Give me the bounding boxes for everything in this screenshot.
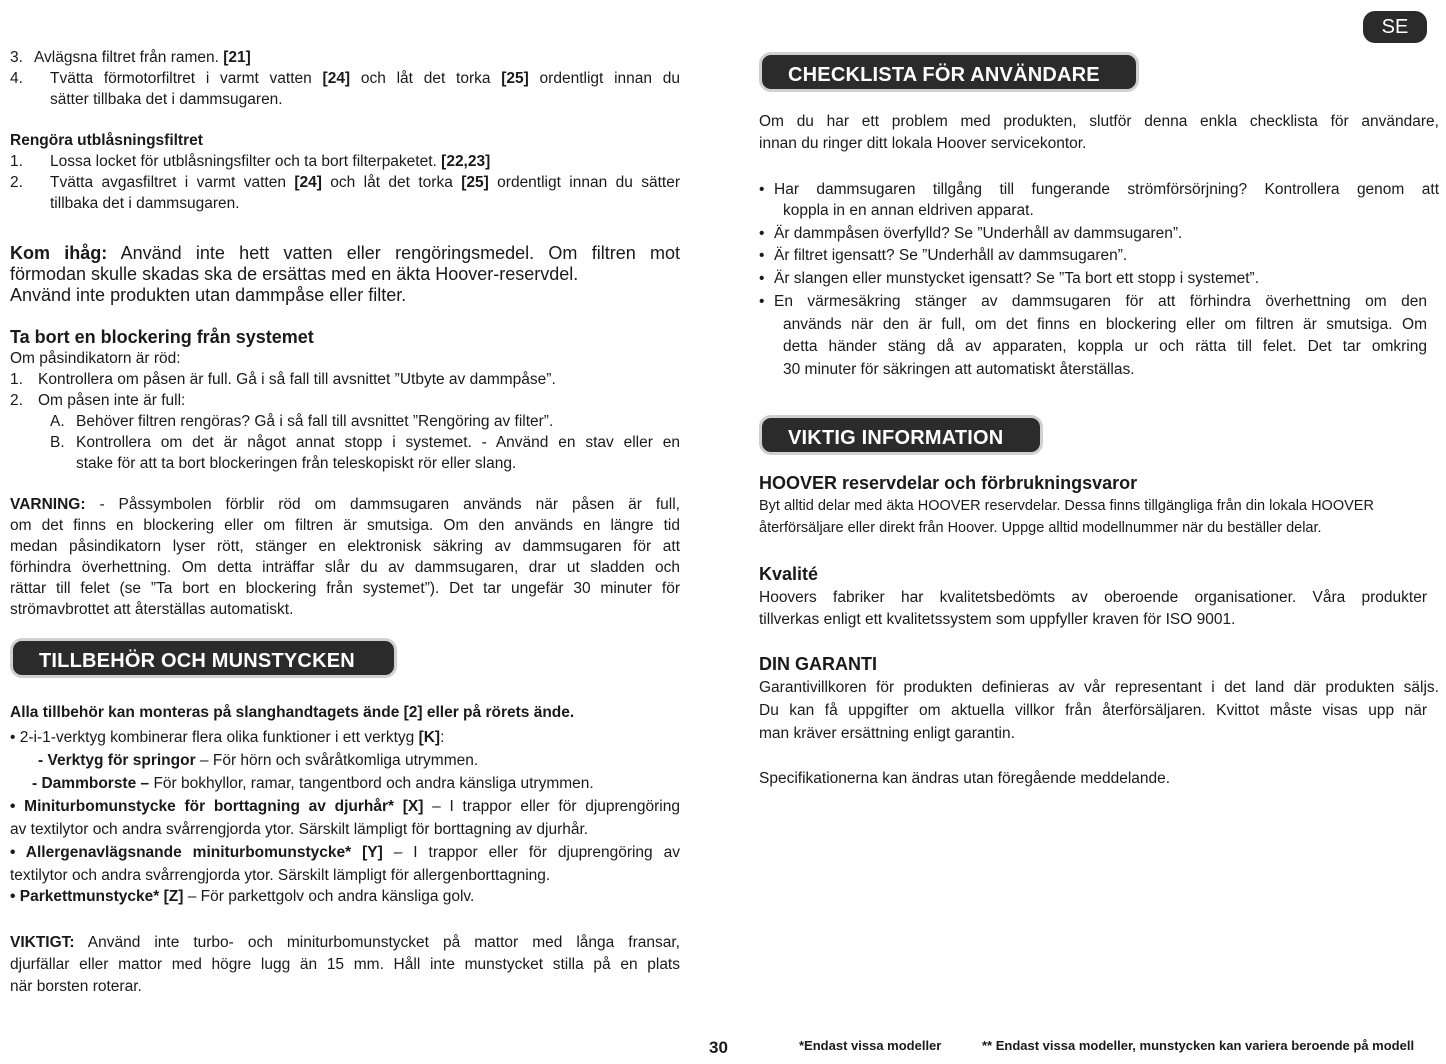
item-text: – För parkettgolv och andra känsliga golv. — [183, 888, 475, 905]
figure-ref: [22,23] — [441, 153, 491, 170]
blockage-heading: Ta bort en blockering från systemet — [10, 327, 314, 347]
warning-lead: VARNING: — [10, 496, 86, 513]
spec-note: Specifikationerna kan ändras utan föregående meddelande. — [759, 770, 1171, 787]
figure-ref: [24] — [322, 70, 351, 87]
item-lead: - Verktyg för springor — [38, 752, 196, 769]
language-badge: SE — [1363, 11, 1427, 43]
checklist-item — [759, 179, 1439, 221]
parts-line-1: Byt alltid delar med äkta HOOVER reservdelar. Dessa finns tillgängliga från din lokala HOOVER — [759, 498, 1374, 514]
important-info-banner: VIKTIG INFORMATION — [759, 415, 1043, 455]
step-text: Kontrollera om påsen är full. Gå i så fall till avsnittet ”Utbyte av dammpåse”. — [38, 371, 556, 388]
checklist-intro: Om du har ett problem med produkten, slutför denna enkla checklista för användare, — [759, 113, 1439, 130]
item-text: – I trappor eller för djuprengöring — [423, 798, 680, 815]
exhaust-step-2 — [10, 172, 680, 193]
pet-turbo-item-continued: av textilytor och andra svårrengjorda ytor. Särskilt lämpligt för borttagning av djurhår. — [10, 821, 589, 838]
step-text: Behöver filtren rengöras? Gå i så fall till avsnittet ”Rengöring av filter”. — [76, 413, 554, 430]
checklist-intro-continued: innan du ringer ditt lokala Hoover servicekontor. — [759, 135, 1087, 152]
warning-text: - Påssymbolen förblir röd om dammsugaren används när påsen är full, — [85, 496, 680, 513]
item-text: Är dammpåsen överfylld? Se ”Underhåll av dammsugaren”. — [774, 225, 1183, 242]
step-number: 2. — [10, 392, 23, 409]
warranty-line-2: Du kan få uppgifter om aktuella villkor från återförsäljaren. Kvittot måste visas upp när — [759, 702, 1427, 719]
figure-ref: [24] — [294, 174, 322, 191]
warning-line-1 — [10, 494, 680, 515]
parts-line-2: återförsäljare eller direkt från Hoover. Uppge alltid modellnummer när du beställer delar. — [759, 520, 1322, 536]
item-text: : — [440, 729, 445, 746]
item-text: används när den är full, om det finns en blockering eller om filtren är smutsiga. Om — [783, 315, 1427, 333]
step-3 — [10, 47, 680, 68]
bullet: • — [759, 181, 765, 198]
blockage-step-b-continued: stake för att ta bort blockeringen från teleskopiskt rör eller slang. — [76, 455, 517, 472]
step-text: Om påsen inte är full: — [38, 392, 186, 409]
warranty-heading: DIN GARANTI — [759, 654, 877, 674]
step-letter: B. — [50, 434, 65, 451]
exhaust-filter-heading: Rengöra utblåsningsfiltret — [10, 132, 203, 149]
blockage-step-a — [50, 411, 553, 432]
bullet: • — [759, 225, 765, 242]
warning-line-6: strömavbrottet att återställas automatiskt. — [10, 601, 294, 618]
warranty-line-3: man kräver ersättning enligt garantin. — [759, 725, 1015, 742]
item-text: För bokhyllor, ramar, tangentbord och andra känsliga utrymmen. — [149, 775, 594, 792]
item-text: detta händer stäng då av apparaten, koppla ur och rätta till felet. Det tar omkring — [783, 338, 1427, 355]
step-number: 1. — [10, 371, 23, 388]
step-text: Lossa locket för utblåsningsfilter och ta bort filterpaketet. — [50, 153, 442, 170]
important-line-3: när borsten roterar. — [10, 978, 142, 995]
page-number: 30 — [709, 1038, 728, 1057]
item-text: – I trappor eller för djuprengöring av — [382, 844, 680, 861]
remember-text: Använd inte hett vatten eller rengöringsmedel. Om filtren mot — [107, 243, 680, 263]
step-text: Avlägsna filtret från ramen. — [34, 49, 224, 66]
item-text: koppla in en annan eldriven apparat. — [783, 202, 1034, 219]
allergen-turbo-item-continued: textilytor och andra svårrengjorda ytor. Särskilt lämpligt för allergenborttagning. — [10, 867, 551, 884]
quality-line-1: Hoovers fabriker har kvalitetsbedömts av oberoende organisationer. Våra produkter — [759, 589, 1427, 606]
crevice-tool-item — [38, 750, 478, 771]
important-line-2: djurfällar eller mattor med högre lugg än 15 mm. Håll inte munstycket stilla på en plats — [10, 956, 680, 973]
remember-line-2: förmodan skulle skadas ska de ersättas med en äkta Hoover-reservdel. — [10, 264, 579, 284]
item-ref: [K] — [418, 729, 441, 746]
item-text: Är filtret igensatt? Se ”Underhåll av dammsugaren”. — [774, 247, 1128, 264]
exhaust-step-1 — [10, 151, 680, 172]
item-text: Har dammsugaren tillgång till fungerande strömförsörjning? Kontrollera genom att — [774, 181, 1439, 198]
checklist-item — [759, 245, 1127, 266]
checklist-item — [759, 223, 1182, 244]
item-text: En värmesäkring stänger av dammsugaren för att förhindra överhettning om den — [774, 293, 1427, 310]
checklist-item — [759, 291, 1427, 381]
remember-note — [10, 243, 680, 264]
step-number: 4. — [10, 70, 23, 87]
blockage-step-2 — [10, 390, 185, 411]
warning-line-3: medan påsindikatorn lyser rött, stänger en elektronisk säkring av dammsugaren för att — [10, 538, 680, 555]
warning-line-5: rättar till felet (se ”Ta bort en blockering från systemet”). Det tar ungefär 30 minuter för — [10, 580, 680, 597]
figure-ref: [25] — [501, 70, 529, 87]
footnote-double: ** Endast vissa modeller, munstycken kan variera beroende på modell — [982, 1038, 1415, 1053]
pet-turbo-item — [10, 796, 680, 817]
bullet: • — [759, 270, 765, 287]
bullet: • — [759, 247, 765, 264]
footnote-single: *Endast vissa modeller — [799, 1038, 942, 1053]
item-lead: • Miniturbomunstycke för borttagning av djurhår* [X] — [10, 798, 424, 815]
blockage-step-b — [50, 432, 680, 453]
allergen-turbo-item — [10, 842, 680, 863]
step-text: ordentligt innan du — [528, 70, 680, 87]
accessories-banner: TILLBEHÖR OCH MUNSTYCKEN — [10, 638, 397, 678]
step-4-continued: sätter tillbaka det i dammsugaren. — [50, 91, 283, 108]
step-number: 1. — [10, 153, 23, 170]
step-number: 2. — [10, 174, 23, 191]
item-text: Är slangen eller munstycket igensatt? Se ”Ta bort ett stopp i systemet”. — [774, 270, 1260, 287]
checklist-item — [759, 268, 1259, 289]
warranty-line-1: Garantivillkoren för produkten definieras av vår representant i det land där produkten säljs. — [759, 679, 1439, 696]
step-text: Tvätta förmotorfiltret i varmt vatten — [50, 70, 323, 87]
step-4 — [10, 68, 680, 89]
item-lead: • Allergenavlägsnande miniturbomunstycke* [Y] — [10, 844, 383, 861]
step-number: 3. — [10, 49, 23, 66]
checklist-banner: CHECKLISTA FÖR ANVÄNDARE — [759, 52, 1139, 92]
parquet-item — [10, 886, 474, 907]
step-letter: A. — [50, 413, 65, 430]
combo-tool-item — [10, 727, 444, 748]
step-text: ordentligt innan du sätter — [488, 174, 680, 191]
exhaust-step-2-continued: tillbaka det i dammsugaren. — [50, 195, 240, 212]
warning-line-4: förhindra överhettning. Om detta inträffar slår du av dammsugaren, drar ut sladden och — [10, 559, 680, 576]
dust-brush-item — [32, 773, 594, 794]
bullet: • — [759, 293, 765, 310]
parts-heading: HOOVER reservdelar och förbrukningsvaror — [759, 473, 1138, 493]
step-text: Kontrollera om det är något annat stopp i systemet. - Använd en stav eller en — [76, 434, 680, 451]
quality-line-2: tillverkas enligt ett kvalitetssystem som uppfyller kraven för ISO 9001. — [759, 611, 1236, 628]
remember-line-3: Använd inte produkten utan dammpåse eller filter. — [10, 285, 407, 305]
quality-heading: Kvalité — [759, 564, 819, 584]
item-text: • 2-i-1-verktyg kombinerar flera olika funktioner i ett verktyg — [10, 729, 419, 746]
step-text: Tvätta avgasfiltret i varmt vatten — [50, 174, 295, 191]
item-lead: • Parkettmunstycke* [Z] — [10, 888, 184, 905]
figure-ref: [21] — [223, 49, 251, 66]
item-text: 30 minuter för säkringen att automatiskt återställas. — [783, 360, 1135, 378]
item-lead: - Dammborste – — [32, 775, 150, 792]
blockage-intro: Om påsindikatorn är röd: — [10, 350, 181, 367]
figure-ref: [25] — [461, 174, 489, 191]
remember-lead: Kom ihåg: — [10, 243, 108, 263]
step-text: och låt det torka — [350, 70, 502, 87]
important-lead: VIKTIGT: — [10, 934, 75, 951]
warning-line-2: om det finns en blockering eller om filtren är smutsiga. Om den används en längre tid — [10, 517, 680, 534]
accessories-intro: Alla tillbehör kan monteras på slanghandtagets ände [2] eller på rörets ände. — [10, 704, 575, 721]
important-text: Använd inte turbo- och miniturbomunstycket på mattor med långa fransar, — [74, 934, 680, 951]
blockage-step-1 — [10, 369, 556, 390]
item-text: – För hörn och svåråtkomliga utrymmen. — [195, 752, 479, 769]
step-text: och låt det torka — [321, 174, 462, 191]
important-line-1 — [10, 932, 680, 953]
